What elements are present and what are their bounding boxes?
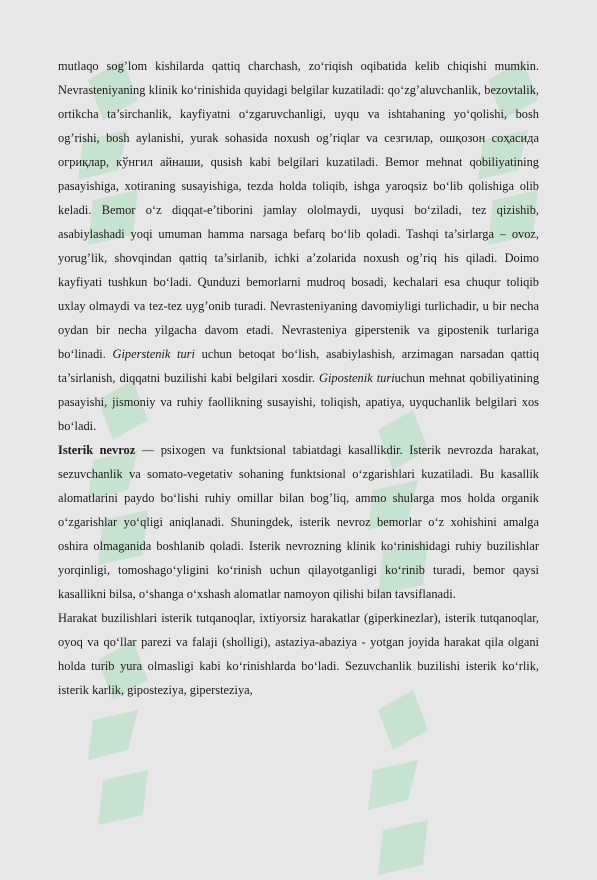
text-run: Harakat buzilishlari isterik tutqanoqlar, ixtiyorsiz harakatlar (giperkinezlar), isterik tutqanoqlar, oyoq va qo‘llar parezi va falaji (sholligi), astaziya-abaziya - yotgan joyida harakat qila olgani holda turib yura olmasligi kabi ko‘rinishlarda bo‘ladi. Sezuvchanlik buzilishi isterik ko‘rlik, isterik karlik, giposteziya, gipersteziya, [58,611,539,697]
body-text [58,54,539,702]
watermark-logo [368,690,438,880]
text-run: — psixogen va funktsional tabiatdagi kasallikdir. Isterik nevrozda harakat, sezuvchanlik va somato-vegetativ sohaning funktsional o‘zgarishlari kuzatiladi. Bu kasallik alomatlarini paydo bo‘lishi ruhiy omillar bilan bog’liq, ammo shularga mos holda organik o‘zgarishlar yo‘qligi aniqlanadi. Shuningdek, isterik nevroz bemorlar o‘z xohishini amalga oshira olmaganida boshlanib qoladi. Isterik nevrozning klinik ko‘rinishidagi ruhiy buzilishlar yorqinligi, tomoshago‘yligini ko‘rinish uchun qilayotganligi ko‘rinib turadi, bemor qaysi kasallikni bilsa, o‘shanga o‘xshash alomatlar namoyon qilishi bilan tavsiflanadi. [58,443,539,601]
paragraph-harakat [58,606,539,702]
paragraph-nevrasteniya [58,54,539,438]
text-run: uchun mehnat qobiliyatining pasayishi, jismoniy va ruhiy faollikning susayishi, toliqish, apatiya, uyquchanlik belgilari xos bo‘ladi. [58,371,540,433]
paragraph-isterik-nevroz [58,438,539,606]
text-run-italic: Gipostenik turi [319,371,395,385]
text-run: uchun betoqat bo‘lish, asabiylashish, arzimagan narsadan qattiq ta’sirlanish, diqqatni buzilishi kabi belgilari xosdir. [58,347,540,385]
term-heading: Isterik nevroz [58,443,136,457]
text-run: mutlaqo sog’lom kishilarda qattiq charchash, zo‘riqish oqibatida kelib chiqishi mumkin. Nevrasteniyaning klinik ko‘rinishida quyidagi belgilar kuzatiladi: qo‘zg’aluvchanlik, bezovtalik, ortikcha ta’sirchanlik, kayfiyatni o‘zgaruvchanligi, uyqu va ishtahaning yo‘qolishi, bosh og’rishi, bosh aylanishi, yurak sohasida noxush og’riqlar va сезгилар, ошқозон соҳасида огриқлар, кўнгил айнаши, qusish kabi belgilari kuzatiladi. Bemor mehnat qobiliyatining pasayishiga, xotiraning susayishiga, tezda holda toliqib, ishga yaroqsiz bo‘lib qolishiga olib keladi. Bemor o‘z diqqat-e’tiborini jamlay ololmaydi, uyqusi bo‘ziladi, tez qizishib, asabiylashadi yoqi umuman hamma narsaga befarq bo‘lib qoladi. Tashqi ta’sirlarga – ovoz, yorug’lik, shovqindan qattiq ta’sirlanib, ichki a’zolarida noxush og’riq his qiladi. Doimo kayfiyati tushkun bo‘ladi. Qunduzi bemorlarni mudroq bosadi, kechalari esa chuqur toliqib uxlay olmaydi va tez-tez uyg’onib turadi. Nevrasteniyaning davomiyligi turlichadir, u bir necha oydan bir necha yilgacha davom etadi. Nevrasteniya giperstenik va gipostenik turlariga bo‘linadi. [58,59,539,361]
text-run-italic: Giperstenik turi [112,347,195,361]
